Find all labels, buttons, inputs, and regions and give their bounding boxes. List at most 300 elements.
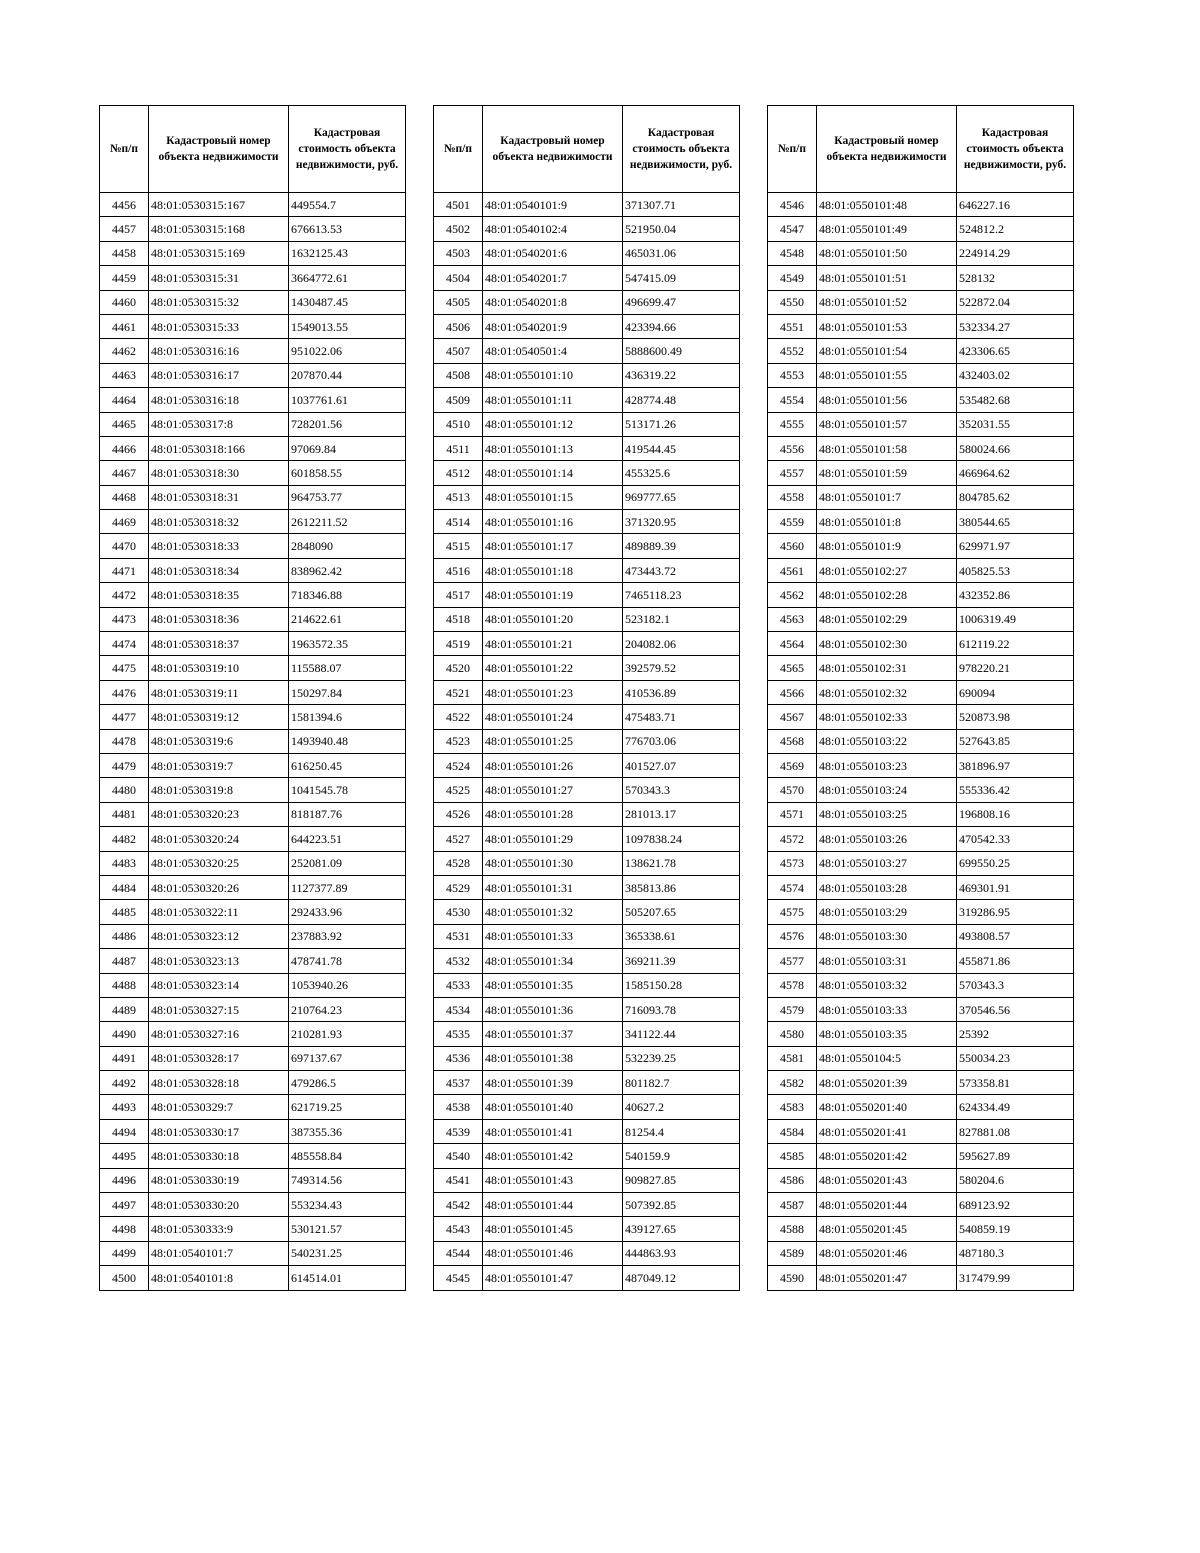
cadastral-number-cell: 48:01:0550101:56 — [817, 388, 957, 412]
cadastral-value-cell: 1006319.49 — [957, 607, 1074, 631]
table-row — [768, 778, 1074, 802]
cadastral-value-cell: 455871.86 — [957, 949, 1074, 973]
cadastral-value-cell: 7465118.23 — [623, 583, 740, 607]
row-number-cell: 4473 — [100, 607, 149, 631]
cadastral-value-cell: 493808.57 — [957, 924, 1074, 948]
cadastral-number-cell: 48:01:0550101:29 — [483, 827, 623, 851]
cadastral-number-cell: 48:01:0550101:8 — [817, 510, 957, 534]
cadastral-value-cell: 818187.76 — [289, 802, 406, 826]
row-number-cell: 4500 — [100, 1266, 149, 1290]
cadastral-value-cell: 555336.42 — [957, 778, 1074, 802]
table-row — [768, 1071, 1074, 1095]
cadastral-number-cell: 48:01:0550201:40 — [817, 1095, 957, 1119]
cadastral-number-cell: 48:01:0550101:34 — [483, 949, 623, 973]
header-num: №п/п — [768, 106, 817, 193]
table-row — [434, 753, 740, 777]
cadastral-number-cell: 48:01:0540201:6 — [483, 241, 623, 265]
cadastral-value-cell: 204082.06 — [623, 632, 740, 656]
cadastral-number-cell: 48:01:0550101:24 — [483, 705, 623, 729]
cadastral-value-cell: 1097838.24 — [623, 827, 740, 851]
cadastral-value-cell: 401527.07 — [623, 753, 740, 777]
row-number-cell: 4577 — [768, 949, 817, 973]
row-number-cell: 4526 — [434, 802, 483, 826]
table-row — [434, 802, 740, 826]
cadastral-value-cell: 580024.66 — [957, 436, 1074, 460]
cadastral-value-cell: 405825.53 — [957, 558, 1074, 582]
row-number-cell: 4509 — [434, 388, 483, 412]
cadastral-value-cell: 2848090 — [289, 534, 406, 558]
header-num: №п/п — [100, 106, 149, 193]
table-row — [768, 1168, 1074, 1192]
row-number-cell: 4479 — [100, 753, 149, 777]
row-number-cell: 4543 — [434, 1217, 483, 1241]
cadastral-value-cell: 969777.65 — [623, 485, 740, 509]
cadastral-value-cell: 646227.16 — [957, 193, 1074, 217]
cadastral-value-cell: 570343.3 — [623, 778, 740, 802]
cadastral-number-cell: 48:01:0550103:35 — [817, 1022, 957, 1046]
row-number-cell: 4563 — [768, 607, 817, 631]
cadastral-value-cell: 827881.08 — [957, 1119, 1074, 1143]
cadastral-number-cell: 48:01:0550102:33 — [817, 705, 957, 729]
row-number-cell: 4573 — [768, 851, 817, 875]
table-row — [768, 266, 1074, 290]
cadastral-number-cell: 48:01:0530328:18 — [149, 1071, 289, 1095]
row-number-cell: 4538 — [434, 1095, 483, 1119]
row-number-cell: 4525 — [434, 778, 483, 802]
row-number-cell: 4555 — [768, 412, 817, 436]
cadastral-value-cell: 478741.78 — [289, 949, 406, 973]
cadastral-value-cell: 150297.84 — [289, 680, 406, 704]
cadastral-number-cell: 48:01:0550101:38 — [483, 1046, 623, 1070]
row-number-cell: 4498 — [100, 1217, 149, 1241]
cadastral-value-cell: 115588.07 — [289, 656, 406, 680]
cadastral-value-cell: 341122.44 — [623, 1022, 740, 1046]
row-number-cell: 4475 — [100, 656, 149, 680]
row-number-cell: 4471 — [100, 558, 149, 582]
cadastral-value-cell: 487049.12 — [623, 1266, 740, 1290]
table-row — [100, 1119, 406, 1143]
table-row — [434, 510, 740, 534]
table-header-row — [434, 106, 740, 193]
cadastral-number-cell: 48:01:0550103:27 — [817, 851, 957, 875]
cadastral-value-cell: 428774.48 — [623, 388, 740, 412]
table-row — [434, 241, 740, 265]
row-number-cell: 4457 — [100, 217, 149, 241]
table-row — [768, 607, 1074, 631]
cadastral-number-cell: 48:01:0550101:18 — [483, 558, 623, 582]
cadastral-value-cell: 466964.62 — [957, 461, 1074, 485]
cadastral-number-cell: 48:01:0550104:5 — [817, 1046, 957, 1070]
cadastral-value-cell: 521950.04 — [623, 217, 740, 241]
cadastral-number-cell: 48:01:0530315:168 — [149, 217, 289, 241]
row-number-cell: 4518 — [434, 607, 483, 631]
row-number-cell: 4491 — [100, 1046, 149, 1070]
table-row — [768, 875, 1074, 899]
table-row — [434, 949, 740, 973]
cadastral-number-cell: 48:01:0550103:31 — [817, 949, 957, 973]
cadastral-number-cell: 48:01:0550102:31 — [817, 656, 957, 680]
row-number-cell: 4456 — [100, 193, 149, 217]
row-number-cell: 4588 — [768, 1217, 817, 1241]
row-number-cell: 4502 — [434, 217, 483, 241]
header-cadastral-value: Кадастровая стоимость объекта недвижимости, руб. — [623, 106, 740, 193]
table-row — [100, 875, 406, 899]
cadastral-number-cell: 48:01:0530318:36 — [149, 607, 289, 631]
cadastral-number-cell: 48:01:0530330:19 — [149, 1168, 289, 1192]
table-row — [434, 997, 740, 1021]
row-number-cell: 4557 — [768, 461, 817, 485]
table-row — [434, 729, 740, 753]
table-row — [434, 875, 740, 899]
cadastral-number-cell: 48:01:0550102:32 — [817, 680, 957, 704]
cadastral-value-cell: 419544.45 — [623, 436, 740, 460]
table-row — [100, 729, 406, 753]
cadastre-table-1 — [99, 105, 406, 1291]
cadastral-value-cell: 728201.56 — [289, 412, 406, 436]
row-number-cell: 4521 — [434, 680, 483, 704]
table-row — [434, 583, 740, 607]
cadastral-value-cell: 540231.25 — [289, 1241, 406, 1265]
cadastral-value-cell: 370546.56 — [957, 997, 1074, 1021]
row-number-cell: 4460 — [100, 290, 149, 314]
cadastral-number-cell: 48:01:0550101:42 — [483, 1144, 623, 1168]
row-number-cell: 4537 — [434, 1071, 483, 1095]
cadastral-value-cell: 475483.71 — [623, 705, 740, 729]
cadastral-value-cell: 380544.65 — [957, 510, 1074, 534]
cadastral-value-cell: 507392.85 — [623, 1193, 740, 1217]
table-row — [434, 900, 740, 924]
row-number-cell: 4575 — [768, 900, 817, 924]
cadastral-number-cell: 48:01:0550101:11 — [483, 388, 623, 412]
cadastral-value-cell: 444863.93 — [623, 1241, 740, 1265]
row-number-cell: 4545 — [434, 1266, 483, 1290]
table-row — [434, 558, 740, 582]
header-cadastral-number: Кадастровый номер объекта недвижимости — [483, 106, 623, 193]
table-row — [768, 339, 1074, 363]
row-number-cell: 4561 — [768, 558, 817, 582]
row-number-cell: 4508 — [434, 363, 483, 387]
table-row — [768, 680, 1074, 704]
table-row — [434, 266, 740, 290]
table-row — [434, 314, 740, 338]
row-number-cell: 4520 — [434, 656, 483, 680]
table-row — [434, 217, 740, 241]
table-row — [768, 1095, 1074, 1119]
row-number-cell: 4529 — [434, 875, 483, 899]
cadastral-number-cell: 48:01:0550102:28 — [817, 583, 957, 607]
header-cadastral-value: Кадастровая стоимость объекта недвижимости, руб. — [289, 106, 406, 193]
row-number-cell: 4571 — [768, 802, 817, 826]
table-row — [768, 997, 1074, 1021]
cadastral-number-cell: 48:01:0550103:29 — [817, 900, 957, 924]
cadastral-value-cell: 749314.56 — [289, 1168, 406, 1192]
row-number-cell: 4472 — [100, 583, 149, 607]
cadastral-number-cell: 48:01:0550101:49 — [817, 217, 957, 241]
cadastral-number-cell: 48:01:0530323:13 — [149, 949, 289, 973]
cadastral-number-cell: 48:01:0530315:167 — [149, 193, 289, 217]
table-row — [100, 753, 406, 777]
row-number-cell: 4554 — [768, 388, 817, 412]
cadastral-number-cell: 48:01:0530320:24 — [149, 827, 289, 851]
table-row — [100, 997, 406, 1021]
cadastral-number-cell: 48:01:0530319:8 — [149, 778, 289, 802]
cadastral-number-cell: 48:01:0550101:37 — [483, 1022, 623, 1046]
cadastral-value-cell: 423306.65 — [957, 339, 1074, 363]
cadastral-number-cell: 48:01:0550103:26 — [817, 827, 957, 851]
table-row — [100, 193, 406, 217]
header-num: №п/п — [434, 106, 483, 193]
row-number-cell: 4542 — [434, 1193, 483, 1217]
cadastral-value-cell: 1585150.28 — [623, 973, 740, 997]
cadastral-value-cell: 1037761.61 — [289, 388, 406, 412]
cadastral-number-cell: 48:01:0530327:15 — [149, 997, 289, 1021]
header-cadastral-value: Кадастровая стоимость объекта недвижимости, руб. — [957, 106, 1074, 193]
cadastral-value-cell: 207870.44 — [289, 363, 406, 387]
table-row — [768, 851, 1074, 875]
cadastral-value-cell: 449554.7 — [289, 193, 406, 217]
table-row — [100, 1046, 406, 1070]
cadastral-value-cell: 5888600.49 — [623, 339, 740, 363]
table-row — [100, 924, 406, 948]
table-row — [100, 217, 406, 241]
cadastral-value-cell: 547415.09 — [623, 266, 740, 290]
row-number-cell: 4565 — [768, 656, 817, 680]
row-number-cell: 4566 — [768, 680, 817, 704]
cadastre-table-3 — [767, 105, 1074, 1291]
row-number-cell: 4590 — [768, 1266, 817, 1290]
cadastral-number-cell: 48:01:0530316:17 — [149, 363, 289, 387]
cadastral-value-cell: 485558.84 — [289, 1144, 406, 1168]
table-row — [768, 924, 1074, 948]
cadastral-value-cell: 381896.97 — [957, 753, 1074, 777]
table-row — [100, 290, 406, 314]
row-number-cell: 4589 — [768, 1241, 817, 1265]
row-number-cell: 4464 — [100, 388, 149, 412]
cadastral-number-cell: 48:01:0530315:33 — [149, 314, 289, 338]
table-row — [434, 1022, 740, 1046]
cadastral-value-cell: 689123.92 — [957, 1193, 1074, 1217]
cadastral-number-cell: 48:01:0550101:16 — [483, 510, 623, 534]
row-number-cell: 4519 — [434, 632, 483, 656]
cadastral-number-cell: 48:01:0530318:31 — [149, 485, 289, 509]
cadastral-value-cell: 210764.23 — [289, 997, 406, 1021]
row-number-cell: 4558 — [768, 485, 817, 509]
cadastral-value-cell: 614514.01 — [289, 1266, 406, 1290]
cadastral-number-cell: 48:01:0550101:33 — [483, 924, 623, 948]
table-row — [100, 1168, 406, 1192]
table-row — [768, 729, 1074, 753]
row-number-cell: 4486 — [100, 924, 149, 948]
table-row — [768, 1046, 1074, 1070]
row-number-cell: 4511 — [434, 436, 483, 460]
cadastral-value-cell: 1493940.48 — [289, 729, 406, 753]
row-number-cell: 4467 — [100, 461, 149, 485]
cadastral-number-cell: 48:01:0550101:51 — [817, 266, 957, 290]
row-number-cell: 4522 — [434, 705, 483, 729]
cadastral-value-cell: 385813.86 — [623, 875, 740, 899]
cadastral-number-cell: 48:01:0550101:58 — [817, 436, 957, 460]
table-row — [434, 1217, 740, 1241]
table-row — [100, 607, 406, 631]
cadastral-number-cell: 48:01:0550101:31 — [483, 875, 623, 899]
cadastral-value-cell: 138621.78 — [623, 851, 740, 875]
cadastral-value-cell: 1127377.89 — [289, 875, 406, 899]
table-row — [100, 1193, 406, 1217]
cadastral-value-cell: 553234.43 — [289, 1193, 406, 1217]
table-row — [434, 412, 740, 436]
table-row — [768, 656, 1074, 680]
table-row — [768, 900, 1074, 924]
cadastral-value-cell: 601858.55 — [289, 461, 406, 485]
cadastral-number-cell: 48:01:0550201:45 — [817, 1217, 957, 1241]
table-row — [100, 558, 406, 582]
cadastral-number-cell: 48:01:0540201:7 — [483, 266, 623, 290]
cadastral-number-cell: 48:01:0550101:14 — [483, 461, 623, 485]
row-number-cell: 4474 — [100, 632, 149, 656]
row-number-cell: 4586 — [768, 1168, 817, 1192]
table-row — [768, 827, 1074, 851]
row-number-cell: 4587 — [768, 1193, 817, 1217]
cadastral-number-cell: 48:01:0540101:7 — [149, 1241, 289, 1265]
cadastral-value-cell: 487180.3 — [957, 1241, 1074, 1265]
cadastral-value-cell: 1053940.26 — [289, 973, 406, 997]
cadastral-number-cell: 48:01:0530315:169 — [149, 241, 289, 265]
row-number-cell: 4523 — [434, 729, 483, 753]
table-row — [768, 1022, 1074, 1046]
cadastral-number-cell: 48:01:0550103:28 — [817, 875, 957, 899]
table-row — [434, 607, 740, 631]
cadastral-value-cell: 319286.95 — [957, 900, 1074, 924]
cadastral-value-cell: 513171.26 — [623, 412, 740, 436]
cadastral-value-cell: 210281.93 — [289, 1022, 406, 1046]
cadastral-value-cell: 697137.67 — [289, 1046, 406, 1070]
cadastral-number-cell: 48:01:0530315:31 — [149, 266, 289, 290]
row-number-cell: 4495 — [100, 1144, 149, 1168]
row-number-cell: 4480 — [100, 778, 149, 802]
row-number-cell: 4560 — [768, 534, 817, 558]
row-number-cell: 4476 — [100, 680, 149, 704]
cadastral-value-cell: 520873.98 — [957, 705, 1074, 729]
cadastral-number-cell: 48:01:0550201:42 — [817, 1144, 957, 1168]
cadastral-number-cell: 48:01:0550101:21 — [483, 632, 623, 656]
row-number-cell: 4578 — [768, 973, 817, 997]
row-number-cell: 4551 — [768, 314, 817, 338]
row-number-cell: 4477 — [100, 705, 149, 729]
cadastral-number-cell: 48:01:0530319:11 — [149, 680, 289, 704]
cadastral-number-cell: 48:01:0550101:22 — [483, 656, 623, 680]
cadastral-number-cell: 48:01:0550101:9 — [817, 534, 957, 558]
cadastral-value-cell: 387355.36 — [289, 1119, 406, 1143]
cadastral-value-cell: 281013.17 — [623, 802, 740, 826]
table-row — [434, 1046, 740, 1070]
table-row — [434, 705, 740, 729]
cadastral-number-cell: 48:01:0550101:36 — [483, 997, 623, 1021]
cadastral-value-cell: 573358.81 — [957, 1071, 1074, 1095]
cadastral-number-cell: 48:01:0550101:54 — [817, 339, 957, 363]
cadastral-value-cell: 1041545.78 — [289, 778, 406, 802]
table-row — [100, 485, 406, 509]
table-row — [434, 1144, 740, 1168]
row-number-cell: 4517 — [434, 583, 483, 607]
cadastral-value-cell: 369211.39 — [623, 949, 740, 973]
cadastral-value-cell: 473443.72 — [623, 558, 740, 582]
table-row — [434, 363, 740, 387]
cadastral-number-cell: 48:01:0530327:16 — [149, 1022, 289, 1046]
cadastral-value-cell: 801182.7 — [623, 1071, 740, 1095]
cadastral-number-cell: 48:01:0550101:41 — [483, 1119, 623, 1143]
cadastral-number-cell: 48:01:0550103:30 — [817, 924, 957, 948]
row-number-cell: 4483 — [100, 851, 149, 875]
row-number-cell: 4547 — [768, 217, 817, 241]
row-number-cell: 4524 — [434, 753, 483, 777]
row-number-cell: 4516 — [434, 558, 483, 582]
cadastral-value-cell: 676613.53 — [289, 217, 406, 241]
cadastral-value-cell: 532334.27 — [957, 314, 1074, 338]
cadastral-number-cell: 48:01:0550101:19 — [483, 583, 623, 607]
table-row — [768, 558, 1074, 582]
table-row — [768, 388, 1074, 412]
table-row — [768, 1266, 1074, 1290]
cadastral-number-cell: 48:01:0530315:32 — [149, 290, 289, 314]
cadastral-number-cell: 48:01:0550101:35 — [483, 973, 623, 997]
row-number-cell: 4582 — [768, 1071, 817, 1095]
cadastral-number-cell: 48:01:0530322:11 — [149, 900, 289, 924]
row-number-cell: 4568 — [768, 729, 817, 753]
table-row — [434, 1119, 740, 1143]
row-number-cell: 4585 — [768, 1144, 817, 1168]
header-cadastral-number: Кадастровый номер объекта недвижимости — [817, 106, 957, 193]
cadastral-number-cell: 48:01:0550201:43 — [817, 1168, 957, 1192]
row-number-cell: 4466 — [100, 436, 149, 460]
cadastral-number-cell: 48:01:0530320:23 — [149, 802, 289, 826]
row-number-cell: 4465 — [100, 412, 149, 436]
cadastral-value-cell: 455325.6 — [623, 461, 740, 485]
cadastral-value-cell: 410536.89 — [623, 680, 740, 704]
table-row — [434, 485, 740, 509]
cadastral-value-cell: 365338.61 — [623, 924, 740, 948]
cadastral-value-cell: 524812.2 — [957, 217, 1074, 241]
header-cadastral-number: Кадастровый номер объекта недвижимости — [149, 106, 289, 193]
table-row — [100, 1217, 406, 1241]
cadastral-number-cell: 48:01:0550201:44 — [817, 1193, 957, 1217]
table-row — [100, 461, 406, 485]
cadastral-value-cell: 423394.66 — [623, 314, 740, 338]
table-row — [768, 632, 1074, 656]
row-number-cell: 4541 — [434, 1168, 483, 1192]
table-header-row — [100, 106, 406, 193]
table-row — [768, 436, 1074, 460]
cadastral-number-cell: 48:01:0530319:6 — [149, 729, 289, 753]
row-number-cell: 4496 — [100, 1168, 149, 1192]
row-number-cell: 4499 — [100, 1241, 149, 1265]
cadastral-value-cell: 252081.09 — [289, 851, 406, 875]
row-number-cell: 4462 — [100, 339, 149, 363]
row-number-cell: 4583 — [768, 1095, 817, 1119]
cadastral-number-cell: 48:01:0530318:34 — [149, 558, 289, 582]
cadastral-value-cell: 1430487.45 — [289, 290, 406, 314]
row-number-cell: 4458 — [100, 241, 149, 265]
cadastral-number-cell: 48:01:0550103:24 — [817, 778, 957, 802]
row-number-cell: 4478 — [100, 729, 149, 753]
row-number-cell: 4548 — [768, 241, 817, 265]
cadastral-number-cell: 48:01:0550101:25 — [483, 729, 623, 753]
table-row — [100, 1022, 406, 1046]
cadastral-value-cell: 570343.3 — [957, 973, 1074, 997]
cadastral-number-cell: 48:01:0550102:29 — [817, 607, 957, 631]
cadastral-number-cell: 48:01:0550101:28 — [483, 802, 623, 826]
cadastral-value-cell: 540859.19 — [957, 1217, 1074, 1241]
cadastral-number-cell: 48:01:0530320:25 — [149, 851, 289, 875]
